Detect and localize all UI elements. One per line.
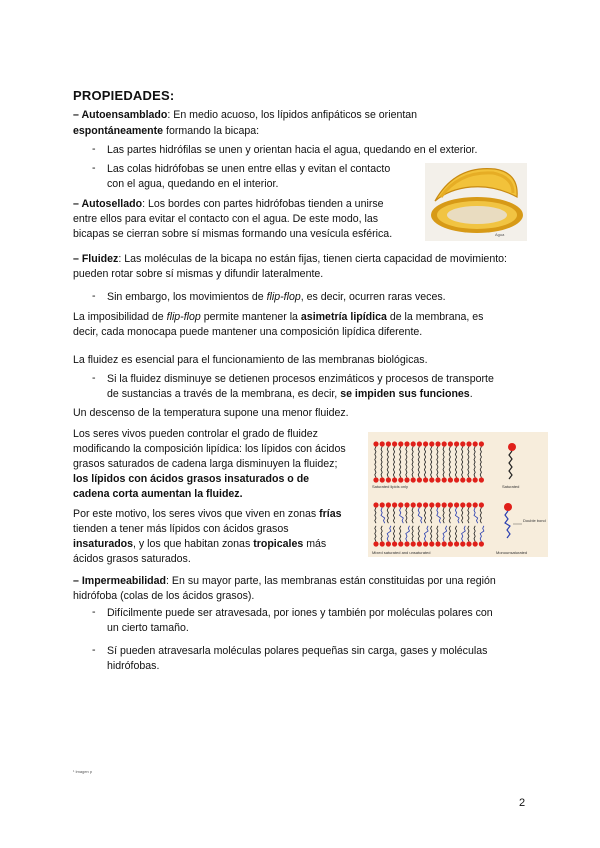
sat-top-lipid-head <box>411 441 416 446</box>
mix-top-lipid-tail <box>449 508 450 524</box>
mix-bottom-lipid-head <box>460 541 465 546</box>
sat-top-lipid-tail <box>480 447 481 463</box>
lipid-svg <box>368 432 548 557</box>
bold-span: frías <box>319 508 342 520</box>
text-span: formando la bicapa: <box>163 125 260 137</box>
mix-bottom-lipid-head <box>380 541 385 546</box>
mix-bottom-lipid-head <box>435 541 440 546</box>
asimetria-line2: decir, cada monocapa puede mantener una composición lipídica diferente. <box>73 326 423 338</box>
sat-bottom-lipid-head <box>398 477 403 482</box>
sat-bottom-lipid-head <box>373 477 378 482</box>
sat-bottom-lipid-head <box>466 477 471 482</box>
mix-bottom-lipid-tail <box>424 526 428 542</box>
mix-top-lipid-head <box>392 502 397 507</box>
sat-top-lipid-head <box>429 441 434 446</box>
bold-span: tropicales <box>253 538 304 550</box>
mix-top-lipid-head <box>386 502 391 507</box>
autosellado-line1 <box>73 197 384 213</box>
mix-bottom-lipid-tail <box>468 526 469 542</box>
mix-top-lipid-head <box>466 502 471 507</box>
control-line1: Los seres vivos pueden controlar el grado de fluidez <box>73 428 318 440</box>
mix-top-lipid-tail <box>462 508 463 524</box>
bullet-text: hidrófobas. <box>107 660 160 672</box>
mix-top-lipid-head <box>373 502 378 507</box>
temperatura-line: Un descenso de la temperatura supone una menor fluidez. <box>73 407 349 419</box>
autoensamblado-line1 <box>73 108 417 124</box>
label-mono: Monounsaturated <box>496 550 528 555</box>
sat-bottom-lipid-tail <box>449 462 450 478</box>
mix-bottom-lipid-head <box>429 541 434 546</box>
sat-bottom-lipid-tail <box>480 462 481 478</box>
text-span: : En su mayor parte, las membranas están constituidas por una región <box>166 575 496 587</box>
sat-top-lipid-head <box>423 441 428 446</box>
sat-bottom-lipid-head <box>460 477 465 482</box>
bullet-dash: - <box>92 143 96 155</box>
page-number: 2 <box>519 797 526 809</box>
text-span: , es decir, ocurren raras veces. <box>300 291 446 303</box>
mix-top-lipid-tail <box>375 508 376 524</box>
mix-bottom-lipid-head <box>473 541 478 546</box>
sat-bottom-lipid-head <box>386 477 391 482</box>
bullet-text: un cierto tamaño. <box>107 622 189 634</box>
sat-bottom-lipid-tail <box>468 462 469 478</box>
sat-top-lipid-head <box>392 441 397 446</box>
sat-bottom-lipid-head <box>435 477 440 482</box>
bullet-text: con el agua, quedando en el interior. <box>107 178 279 190</box>
sat-bottom-lipid-tail <box>424 462 425 478</box>
mix-bottom-lipid-head <box>392 541 397 546</box>
sat-top-lipid-tail <box>412 447 413 463</box>
bold-span: se impiden sus funciones <box>340 388 470 400</box>
mix-top-lipid-tail <box>400 508 404 524</box>
label-double-bond: Double bond <box>523 518 546 523</box>
mix-top-lipid-tail <box>480 508 481 524</box>
text-span: de sustancias a través de la membrana, es decir, <box>107 388 341 400</box>
mix-top-lipid-tail <box>406 508 407 524</box>
autosellado-line2: entre ellos para evitar el contacto con el agua. De este modo, las <box>73 213 379 225</box>
mix-top-lipid-tail <box>424 508 425 524</box>
mix-top-lipid-head <box>423 502 428 507</box>
autoensamblado-title: – Autoensamblado <box>73 109 168 121</box>
impermeabilidad-line1 <box>73 574 496 590</box>
vesicle-lumen <box>447 206 507 224</box>
sat-top-lipid-head <box>473 441 478 446</box>
sat-top-lipid-tail <box>375 447 376 463</box>
mix-bottom-lipid-tail <box>462 526 466 542</box>
bold-span: insaturados <box>73 538 134 550</box>
text-span: . <box>469 388 473 400</box>
sat-top-lipid-head <box>454 441 459 446</box>
mix-top-lipid-head <box>380 502 385 507</box>
mix-top-lipid-tail <box>412 508 413 524</box>
sat-top-lipid-head <box>380 441 385 446</box>
vesicle-illustration <box>425 163 527 241</box>
mix-bottom-lipid-tail <box>400 526 401 542</box>
mix-bottom-lipid-tail <box>387 526 391 542</box>
sat-top-lipid-tail <box>449 447 450 463</box>
bullet-text <box>107 290 446 306</box>
sat-top-lipid-head <box>435 441 440 446</box>
mix-top-lipid-tail <box>431 508 432 524</box>
sat-top-lipid-head <box>398 441 403 446</box>
control-line2: modificando la composición lipídica: los lípidos con ácidos <box>73 443 346 455</box>
mix-bottom-lipid-tail <box>431 526 432 542</box>
sat-bottom-lipid-tail <box>400 462 401 478</box>
mix-bottom-lipid-head <box>404 541 409 546</box>
control-line5: cadena corta aumentan la fluidez. <box>73 488 243 500</box>
text-span: Por este motivo, los seres vivos que viven en zonas <box>73 508 320 520</box>
fluidez-line1 <box>73 252 507 268</box>
bullet-text: Las partes hidrófilas se unen y orientan hacia el agua, quedando en el exterior. <box>107 144 478 156</box>
motivo-line3 <box>73 537 326 553</box>
fluidez-esencial: La fluidez es esencial para el funcionamiento de las membranas biológicas. <box>73 354 428 366</box>
sat-top-lipid-tail <box>381 447 382 463</box>
motivo-line4: ácidos grasos saturados. <box>73 553 191 565</box>
sat-top-lipid-head <box>479 441 484 446</box>
mix-top-lipid-head <box>454 502 459 507</box>
bullet-text: Las colas hidrófobas se unen entre ellas y evitan el contacto <box>107 163 391 175</box>
text-span: Sin embargo, los movimientos de <box>107 291 267 303</box>
impermeabilidad-title: – Impermeabilidad <box>73 575 167 587</box>
mix-bottom-lipid-tail <box>474 526 475 542</box>
bullet-text: Si la fluidez disminuye se detienen procesos enzimáticos y procesos de transporte <box>107 373 494 385</box>
fluidez-title: – Fluidez <box>73 253 119 265</box>
sat-top-lipid-head <box>448 441 453 446</box>
vesicle-label: Agua <box>495 232 505 237</box>
text-span: : Los bordes con partes hidrófobas tienden a unirse <box>142 198 384 210</box>
bullet-text: Sí pueden atravesarla moléculas polares pequeñas sin carga, gases y moléculas <box>107 645 488 657</box>
mix-bottom-lipid-tail <box>455 526 456 542</box>
mix-bottom-lipid-head <box>479 541 484 546</box>
label-saturated-only: Saturated lipids only <box>372 484 409 489</box>
text-span: : En medio acuoso, los lípidos anfipáticos se orientan <box>167 109 418 121</box>
mixed-bilayer <box>373 502 484 546</box>
sat-top-lipid-tail <box>424 447 425 463</box>
sat-top-lipid-tail <box>418 447 419 463</box>
sat-top-lipid-tail <box>393 447 394 463</box>
mix-top-lipid-tail <box>474 508 478 524</box>
control-line3: grasos saturados de cadena larga disminuyen la fluidez; <box>73 458 338 470</box>
sat-bottom-lipid-tail <box>437 462 438 478</box>
sat-bottom-lipid-head <box>411 477 416 482</box>
sat-top-lipid-head <box>466 441 471 446</box>
sat-top-lipid-tail <box>387 447 388 463</box>
mix-top-lipid-head <box>479 502 484 507</box>
autosellado-line3: bicapas se cierran sobre sí mismas formando una vesícula esférica. <box>73 228 393 240</box>
sat-bottom-lipid-head <box>404 477 409 482</box>
sat-bottom-lipid-tail <box>418 462 419 478</box>
sat-bottom-lipid-tail <box>412 462 413 478</box>
vesicle-svg <box>425 163 527 241</box>
sat-bottom-lipid-head <box>479 477 484 482</box>
mix-bottom-lipid-head <box>411 541 416 546</box>
saturated-head <box>508 443 516 451</box>
sat-top-lipid-tail <box>462 447 463 463</box>
mix-bottom-lipid-head <box>398 541 403 546</box>
saturated-bilayer <box>373 441 484 482</box>
text-span: de la membrana, es <box>386 311 484 323</box>
sat-bottom-lipid-head <box>454 477 459 482</box>
section-heading: PROPIEDADES: <box>73 88 175 103</box>
sat-top-lipid-tail <box>443 447 444 463</box>
bullet-text <box>107 387 473 403</box>
sat-bottom-lipid-tail <box>443 462 444 478</box>
sat-bottom-lipid-head <box>429 477 434 482</box>
sat-top-lipid-head <box>404 441 409 446</box>
mix-bottom-lipid-tail <box>381 526 382 542</box>
sat-top-lipid-head <box>373 441 378 446</box>
mix-bottom-lipid-head <box>448 541 453 546</box>
mix-top-lipid-head <box>417 502 422 507</box>
mix-top-lipid-head <box>473 502 478 507</box>
mix-bottom-lipid-tail <box>443 526 447 542</box>
mix-top-lipid-head <box>442 502 447 507</box>
italic-span: flip-flop <box>266 291 301 303</box>
mix-bottom-lipid-tail <box>412 526 413 542</box>
mix-top-lipid-tail <box>468 508 469 524</box>
mix-top-lipid-head <box>429 502 434 507</box>
mix-bottom-lipid-tail <box>480 526 484 542</box>
mix-top-lipid-head <box>411 502 416 507</box>
mix-bottom-lipid-tail <box>406 526 410 542</box>
italic-span: flip-flop <box>166 311 201 323</box>
sat-top-lipid-tail <box>455 447 456 463</box>
asimetria-line1 <box>73 310 483 326</box>
saturated-tail <box>509 451 512 479</box>
sat-bottom-lipid-tail <box>474 462 475 478</box>
mix-top-lipid-tail <box>393 508 394 524</box>
mix-top-lipid-tail <box>418 508 422 524</box>
bullet-dash: - <box>92 290 96 302</box>
sat-top-lipid-tail <box>400 447 401 463</box>
sat-top-lipid-head <box>460 441 465 446</box>
mix-top-lipid-head <box>460 502 465 507</box>
mix-bottom-lipid-head <box>454 541 459 546</box>
text-span: permite mantener la <box>200 311 301 323</box>
motivo-line2: tienden a tener más lípidos con ácidos grasos <box>73 523 289 535</box>
mix-top-lipid-head <box>398 502 403 507</box>
bold-span: espontáneamente <box>73 125 164 137</box>
motivo-line1 <box>73 507 342 523</box>
lipid-packing-figure <box>368 432 548 557</box>
mix-top-lipid-head <box>448 502 453 507</box>
sat-top-lipid-tail <box>431 447 432 463</box>
mix-top-lipid-tail <box>381 508 385 524</box>
mix-top-lipid-tail <box>443 508 444 524</box>
sat-bottom-lipid-tail <box>455 462 456 478</box>
sat-bottom-lipid-head <box>448 477 453 482</box>
sat-top-lipid-tail <box>437 447 438 463</box>
sat-top-lipid-tail <box>468 447 469 463</box>
mix-bottom-lipid-head <box>417 541 422 546</box>
mono-head <box>504 503 512 511</box>
bullet-dash: - <box>92 606 96 618</box>
mix-top-lipid-head <box>404 502 409 507</box>
mix-bottom-lipid-tail <box>375 526 376 542</box>
sat-bottom-lipid-tail <box>406 462 407 478</box>
mix-bottom-lipid-head <box>373 541 378 546</box>
bold-span: asimetría lipídica <box>300 311 387 323</box>
label-mixed: Mixed saturated and unsaturated <box>372 550 431 555</box>
mix-bottom-lipid-head <box>466 541 471 546</box>
mix-bottom-lipid-tail <box>437 526 438 542</box>
footnote: ¹ Imagen p <box>73 769 93 774</box>
sat-top-lipid-head <box>417 441 422 446</box>
sat-top-lipid-tail <box>474 447 475 463</box>
sat-bottom-lipid-tail <box>431 462 432 478</box>
sat-bottom-lipid-tail <box>387 462 388 478</box>
sat-bottom-lipid-tail <box>462 462 463 478</box>
sat-bottom-lipid-tail <box>393 462 394 478</box>
mix-top-lipid-tail <box>455 508 459 524</box>
mix-top-lipid-head <box>435 502 440 507</box>
mix-top-lipid-tail <box>387 508 388 524</box>
sat-top-lipid-tail <box>406 447 407 463</box>
fluidez-line2: pueden rotar sobre sí mismas y difundir lateralmente. <box>73 268 324 280</box>
mix-bottom-lipid-tail <box>449 526 450 542</box>
mix-top-lipid-tail <box>437 508 441 524</box>
sat-bottom-lipid-tail <box>375 462 376 478</box>
sat-bottom-lipid-head <box>392 477 397 482</box>
control-line4: los lípidos con ácidos grasos insaturados o de <box>73 473 310 485</box>
bullet-dash: - <box>92 644 96 656</box>
autoensamblado-line2 <box>73 124 259 140</box>
autosellado-title: – Autosellado <box>73 198 143 210</box>
sat-bottom-lipid-head <box>473 477 478 482</box>
mix-bottom-lipid-head <box>423 541 428 546</box>
mix-bottom-lipid-head <box>442 541 447 546</box>
sat-bottom-lipid-head <box>380 477 385 482</box>
label-saturated: Saturated <box>502 484 520 489</box>
mix-bottom-lipid-tail <box>393 526 394 542</box>
mix-bottom-lipid-tail <box>418 526 419 542</box>
bullet-dash: - <box>92 372 96 384</box>
sat-top-lipid-head <box>442 441 447 446</box>
impermeabilidad-line2: hidrófoba (colas de los ácidos grasos). <box>73 590 255 602</box>
sat-bottom-lipid-head <box>423 477 428 482</box>
text-span: : Las moléculas de la bicapa no están fijas, tienen cierta capacidad de movimiento: <box>118 253 507 265</box>
sat-top-lipid-head <box>386 441 391 446</box>
sat-bottom-lipid-tail <box>381 462 382 478</box>
mono-tail <box>505 511 510 538</box>
bullet-dash: - <box>92 162 96 174</box>
sat-bottom-lipid-head <box>417 477 422 482</box>
text-span: más <box>303 538 327 550</box>
mix-bottom-lipid-head <box>386 541 391 546</box>
text-span: La imposibilidad de <box>73 311 167 323</box>
bullet-text: Difícilmente puede ser atravesada, por iones y también por moléculas polares con <box>107 607 493 619</box>
sat-bottom-lipid-head <box>442 477 447 482</box>
text-span: , y los que habitan zonas <box>133 538 254 550</box>
